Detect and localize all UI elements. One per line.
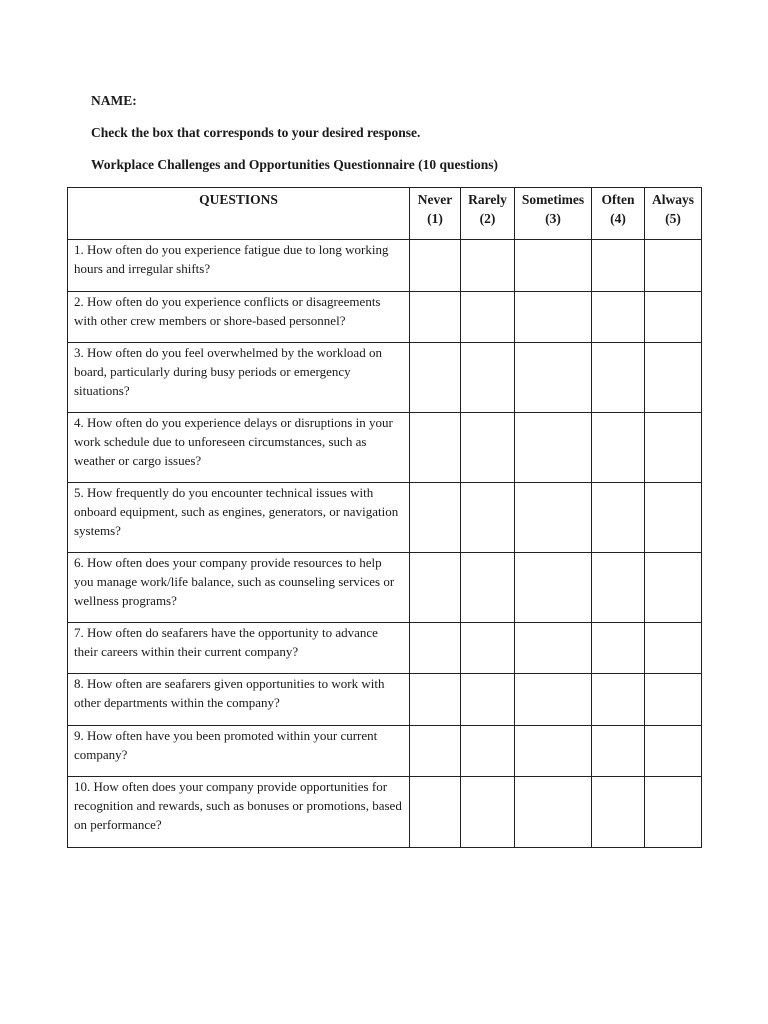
option-label: Always	[651, 192, 694, 207]
response-box-sometimes[interactable]	[515, 553, 592, 623]
question-text: 7. How often do seafarers have the opportunity to advance their careers within their current company?	[68, 623, 410, 674]
option-value: (3)	[545, 211, 561, 226]
response-box-often[interactable]	[592, 777, 645, 848]
response-box-rarely[interactable]	[461, 726, 515, 777]
option-label: Rarely	[468, 192, 507, 207]
response-box-often[interactable]	[592, 483, 645, 553]
option-value: (4)	[610, 211, 626, 226]
response-box-never[interactable]	[410, 292, 461, 343]
response-box-often[interactable]	[592, 292, 645, 343]
response-box-never[interactable]	[410, 413, 461, 483]
question-text: 8. How often are seafarers given opportunities to work with other departments within the company?	[68, 674, 410, 726]
question-row	[68, 483, 702, 553]
response-box-always[interactable]	[645, 777, 702, 848]
response-box-sometimes[interactable]	[515, 726, 592, 777]
option-label: Sometimes	[521, 192, 585, 207]
response-box-always[interactable]	[645, 240, 702, 292]
question-text: 1. How often do you experience fatigue due to long working hours and irregular shifts?	[68, 240, 410, 292]
response-box-rarely[interactable]	[461, 777, 515, 848]
question-text: 10. How often does your company provide opportunities for recognition and rewards, such as bonuses or promotions, based on performance?	[68, 777, 410, 848]
response-box-always[interactable]	[645, 553, 702, 623]
question-text: 5. How frequently do you encounter technical issues with onboard equipment, such as engines, generators, or navigation systems?	[68, 483, 410, 553]
response-box-rarely[interactable]	[461, 553, 515, 623]
response-box-sometimes[interactable]	[515, 413, 592, 483]
response-box-never[interactable]	[410, 674, 461, 726]
question-row	[68, 413, 702, 483]
question-text: 3. How often do you feel overwhelmed by the workload on board, particularly during busy periods or emergency situations?	[68, 343, 410, 413]
response-box-sometimes[interactable]	[515, 343, 592, 413]
response-box-sometimes[interactable]	[515, 292, 592, 343]
response-box-often[interactable]	[592, 413, 645, 483]
questionnaire-table	[67, 187, 702, 848]
response-box-never[interactable]	[410, 623, 461, 674]
response-box-always[interactable]	[645, 343, 702, 413]
option-header-sometimes	[515, 188, 592, 240]
option-header-rarely	[461, 188, 515, 240]
response-box-always[interactable]	[645, 623, 702, 674]
response-box-always[interactable]	[645, 674, 702, 726]
response-box-often[interactable]	[592, 343, 645, 413]
option-value: (5)	[665, 211, 681, 226]
option-label: Never	[417, 192, 453, 207]
response-box-rarely[interactable]	[461, 483, 515, 553]
option-header-never	[410, 188, 461, 240]
response-box-never[interactable]	[410, 343, 461, 413]
response-box-never[interactable]	[410, 553, 461, 623]
option-value: (1)	[427, 211, 443, 226]
response-box-rarely[interactable]	[461, 343, 515, 413]
response-box-rarely[interactable]	[461, 292, 515, 343]
name-label: NAME:	[91, 93, 137, 108]
response-box-never[interactable]	[410, 483, 461, 553]
question-row	[68, 674, 702, 726]
instruction-text: Check the box that corresponds to your desired response.	[91, 125, 421, 140]
questions-column-header: QUESTIONS	[68, 188, 410, 240]
response-box-never[interactable]	[410, 240, 461, 292]
response-box-sometimes[interactable]	[515, 674, 592, 726]
question-row	[68, 777, 702, 848]
response-box-often[interactable]	[592, 553, 645, 623]
response-box-rarely[interactable]	[461, 240, 515, 292]
response-box-often[interactable]	[592, 674, 645, 726]
option-header-often	[592, 188, 645, 240]
response-box-sometimes[interactable]	[515, 777, 592, 848]
response-box-sometimes[interactable]	[515, 623, 592, 674]
question-row	[68, 623, 702, 674]
response-box-always[interactable]	[645, 726, 702, 777]
response-box-never[interactable]	[410, 726, 461, 777]
response-box-always[interactable]	[645, 292, 702, 343]
response-box-always[interactable]	[645, 483, 702, 553]
response-box-rarely[interactable]	[461, 413, 515, 483]
question-row	[68, 343, 702, 413]
option-header-always	[645, 188, 702, 240]
question-row	[68, 726, 702, 777]
question-text: 2. How often do you experience conflicts or disagreements with other crew members or shore-based personnel?	[68, 292, 410, 343]
question-row	[68, 553, 702, 623]
response-box-sometimes[interactable]	[515, 240, 592, 292]
option-value: (2)	[479, 211, 496, 226]
questionnaire-title: Workplace Challenges and Opportunities Questionnaire (10 questions)	[91, 157, 499, 172]
question-text: 6. How often does your company provide resources to help you manage work/life balance, such as counseling services or wellness programs?	[68, 553, 410, 623]
response-box-often[interactable]	[592, 623, 645, 674]
response-box-often[interactable]	[592, 726, 645, 777]
response-box-often[interactable]	[592, 240, 645, 292]
option-label: Often	[601, 192, 635, 207]
response-box-always[interactable]	[645, 413, 702, 483]
response-box-never[interactable]	[410, 777, 461, 848]
question-row	[68, 240, 702, 292]
header-row	[68, 188, 702, 240]
response-box-sometimes[interactable]	[515, 483, 592, 553]
question-text: 4. How often do you experience delays or disruptions in your work schedule due to unforeseen circumstances, such as weather or cargo issues?	[68, 413, 410, 483]
response-box-rarely[interactable]	[461, 623, 515, 674]
response-box-rarely[interactable]	[461, 674, 515, 726]
question-text: 9. How often have you been promoted within your current company?	[68, 726, 410, 777]
question-row	[68, 292, 702, 343]
